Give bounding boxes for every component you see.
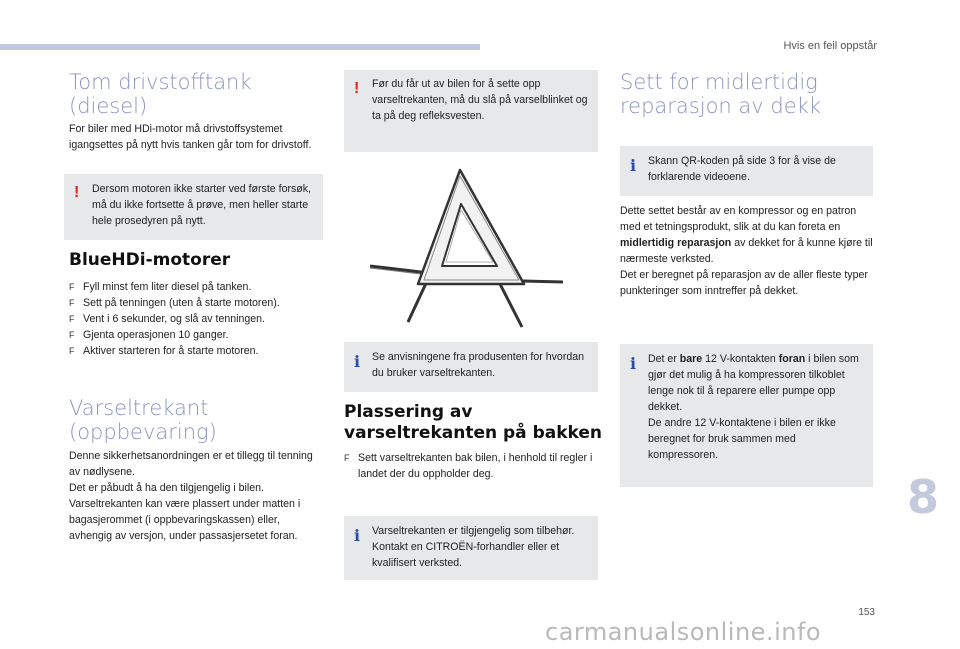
description-part: av dekket for å kunne kjøre til nærmeste verksted. Det er beregnet på reparasjon av de aller fleste typer punkteringer som inntreffer på dekket. bbox=[620, 237, 873, 297]
placement-steps bbox=[344, 450, 594, 482]
warning-box-restart bbox=[64, 174, 323, 240]
list-item: F Aktiver starteren for å starte motoren. bbox=[69, 343, 329, 359]
warning-text-restart: Dersom motoren ikke starter ved første forsøk, må du ikke fortsette å prøve, men heller starte hele prosedyren på nytt. bbox=[92, 183, 311, 227]
title-placement: Plassering av varseltrekanten på bakken bbox=[344, 402, 602, 443]
chapter-number: 8 bbox=[906, 470, 939, 524]
info-icon: i bbox=[630, 156, 637, 175]
warning-triangle-illustration bbox=[360, 162, 578, 332]
info-icon: i bbox=[630, 354, 637, 373]
warning-box-vest bbox=[344, 70, 598, 152]
empty-tank-intro: For biler med HDi-motor må drivstoffsystemet igangsettes på nytt hvis tanken går tom for drivstoff. bbox=[69, 123, 312, 151]
text-part: i bilen som gjør det mulig å ha kompressoren tilkoblet lenge nok til å reparere eller pumpe opp dekket. De andre 12 V-kontaktene i bilen er ikke beregnet for bruk sammen med kompressoren. bbox=[648, 353, 859, 461]
storage-text: Denne sikkerhetsanordningen er et tillegg til tenning av nødlysene. Det er påbudt å ha den tilgjengelig i bilen. Varseltrekanten kan være plassert under matten i bagasjerommet (i oppbevaringskassen) eller, avhengig av versjon, under passasjersetet foran. bbox=[69, 450, 313, 542]
list-item: F Sett på tenningen (uten å starte motoren). bbox=[69, 295, 329, 311]
info-text-12v bbox=[620, 344, 873, 463]
list-item: F Sett varseltrekanten bak bilen, i henhold til regler i landet der du oppholder deg. bbox=[344, 450, 594, 482]
bluehdi-steps bbox=[69, 279, 329, 359]
description-part: Dette settet består av en kompressor og en patron med et tetningsprodukt, slik at du kan foreta en bbox=[620, 205, 857, 233]
warning-icon: ! bbox=[354, 80, 360, 97]
info-text-manufacturer: Se anvisningene fra produsenten for hvordan du bruker varseltrekanten. bbox=[372, 351, 585, 379]
info-text-qr: Skann QR-koden på side 3 for å vise de forklarende videoene. bbox=[648, 155, 836, 183]
info-text-accessory: Varseltrekanten er tilgjengelig som tilbehør. Kontakt en CITROËN-forhandler eller et kvalifisert verksted. bbox=[372, 525, 575, 569]
list-item: F Vent i 6 sekunder, og slå av tenningen. bbox=[69, 311, 329, 327]
top-accent-bar bbox=[0, 44, 480, 50]
list-item: F Gjenta operasjonen 10 ganger. bbox=[69, 327, 329, 343]
info-box-accessory bbox=[344, 516, 598, 580]
text-part: 12 V-kontakten bbox=[702, 353, 779, 365]
description-bold: midlertidig reparasjon bbox=[620, 237, 732, 249]
title-warning-triangle-storage: Varseltrekant (oppbevaring) bbox=[69, 396, 217, 444]
warning-icon: ! bbox=[74, 184, 80, 201]
info-icon: i bbox=[354, 526, 361, 545]
tyre-kit-description bbox=[620, 203, 876, 299]
text-bold: foran bbox=[778, 353, 806, 365]
info-box-12v bbox=[620, 344, 873, 487]
text-bold: bare bbox=[679, 353, 703, 365]
title-tyre-repair-kit: Sett for midlertidig reparasjon av dekk bbox=[620, 70, 821, 118]
list-item: F Fyll minst fem liter diesel på tanken. bbox=[69, 279, 329, 295]
text-part: Det er bbox=[648, 353, 680, 365]
info-box-manufacturer bbox=[344, 342, 598, 392]
section-header: Hvis en feil oppstår bbox=[783, 40, 877, 52]
warning-text-vest: Før du får ut av bilen for å sette opp varseltrekanten, må du slå på varselblinket og ta på deg refleksvesten. bbox=[372, 78, 588, 122]
info-icon: i bbox=[354, 352, 361, 371]
watermark: carmanualsonline.info bbox=[545, 618, 822, 646]
title-empty-tank: Tom drivstofftank (diesel) bbox=[69, 70, 252, 118]
page-number: 153 bbox=[858, 607, 875, 618]
subtitle-bluehdi: BlueHDi-motorer bbox=[69, 250, 231, 270]
info-box-qr bbox=[620, 146, 873, 196]
